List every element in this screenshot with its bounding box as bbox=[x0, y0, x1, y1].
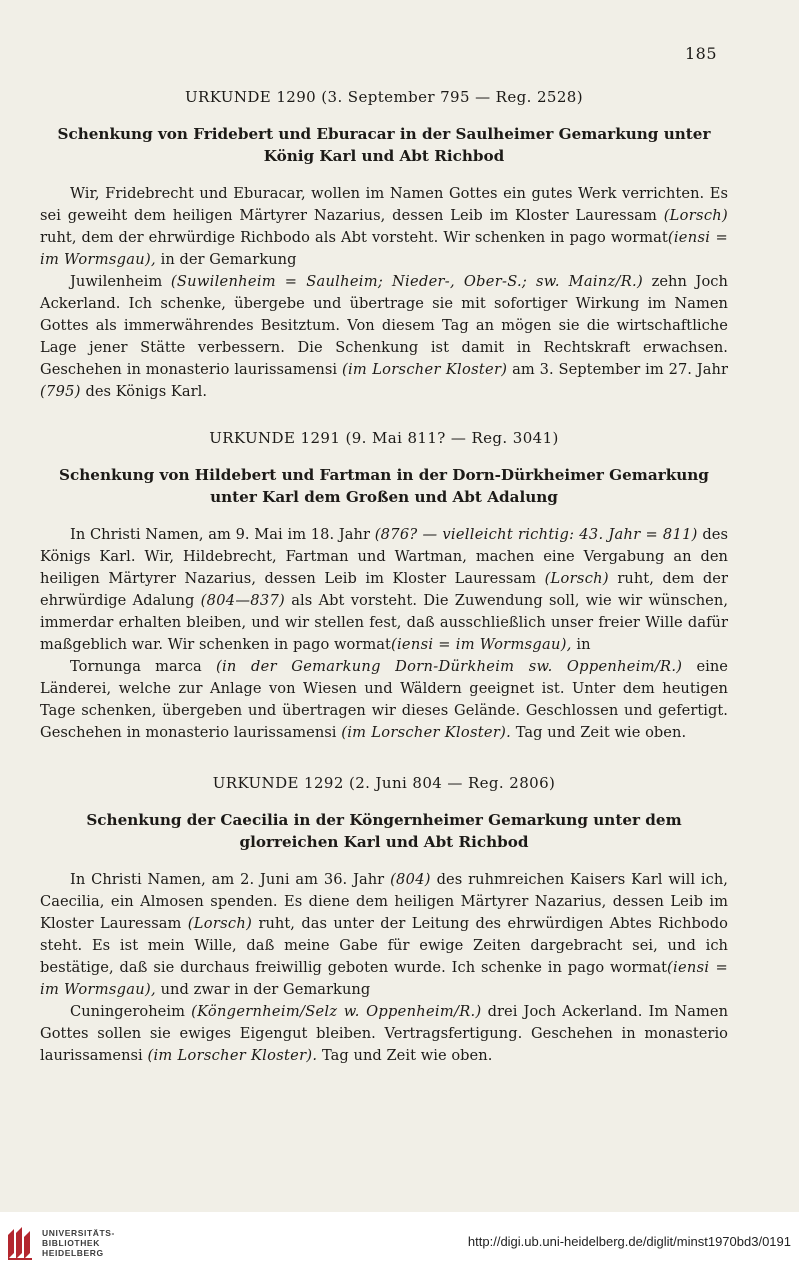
urkunde-1291 bbox=[40, 429, 728, 744]
document-title: Schenkung von Hildebert und Fartman in der Dorn-Dürkheimer Gemarkung unter Karl dem Großen und Abt Adalung bbox=[59, 466, 709, 506]
paragraph: Wir, Fridebrecht und Eburacar, wollen im Namen Gottes ein gutes Werk verrichten. Es sei geweiht dem heiligen Märtyrer Nazarius, dessen Leib im Kloster Lauressam (Lorsch) ruht, dem der ehrwürdige Richbodo als Abt vorsteht. Wir schenken in pago wormat(iensi = im Wormsgau), in der Gemarkung bbox=[40, 185, 729, 268]
urkunde-1290 bbox=[40, 88, 728, 403]
viewer-footer bbox=[0, 1212, 799, 1273]
paragraph: Cuningeroheim (Köngernheim/Selz w. Oppenheim/R.) drei Joch Ackerland. Im Namen Gottes sollen sie ewiges Eigengut bleiben. Vertragsfertigung. Geschehen in monasterio laurissamensi (im Lorscher Kloster). Tag und Zeit wie oben. bbox=[40, 1003, 729, 1064]
page-content bbox=[40, 88, 728, 1067]
library-logo-icon bbox=[6, 1225, 34, 1261]
paragraph: Tornunga marca (in der Gemarkung Dorn-Dürkheim sw. Oppenheim/R.) eine Länderei, welche zur Anlage von Wiesen und Wäldern geeignet ist. Unter dem heutigen Tage schenken, übergeben und übertragen wir dieses Gelände. Geschlossen und gefertigt. Geschehen in monasterio laurissamensi (im Lorscher Kloster). Tag und Zeit wie oben. bbox=[40, 658, 728, 741]
document-heading: URKUNDE 1292 (2. Juni 804 — Reg. 2806) bbox=[212, 774, 556, 792]
document-title: Schenkung von Fridebert und Eburacar in der Saulheimer Gemarkung unter König Karl und Abt Richbod bbox=[57, 125, 711, 165]
document-heading: URKUNDE 1291 (9. Mai 811? — Reg. 3041) bbox=[209, 429, 559, 447]
urkunde-1292 bbox=[40, 774, 728, 1067]
library-logo-text: UNIVERSITÄTS- BIBLIOTHEK HEIDELBERG bbox=[42, 1228, 115, 1258]
permalink[interactable]: http://digi.ub.uni-heidelberg.de/diglit/minst1970bd3/0191 bbox=[467, 1234, 791, 1249]
page-number: 185 bbox=[684, 44, 717, 63]
document-title: Schenkung der Caecilia in der Köngernheimer Gemarkung unter dem glorreichen Karl und Abt Richbod bbox=[86, 811, 682, 851]
paragraph: In Christi Namen, am 2. Juni am 36. Jahr (804) des ruhmreichen Kaisers Karl will ich, Caecilia, ein Almosen spenden. Es diene dem heiligen Märtyrer Nazarius, dessen Leib im Kloster Lauressam (Lorsch) ruht, das unter der Leitung des ehrwürdigen Abtes Richbodo steht. Es ist mein Wille, daß meine Gabe für ewige Zeiten dargebracht sei, und ich bestätige, daß sie durchaus freiwillig geboten wurde. Ich schenke in pago wormat(iensi = im Wormsgau), und zwar in der Gemarkung bbox=[40, 871, 728, 998]
paragraph: Juwilenheim (Suwilenheim = Saulheim; Nieder-, Ober-S.; sw. Mainz/R.) zehn Joch Ackerland. Ich schenke, übergebe und übertrage sie mit sofortiger Wirkung im Namen Gottes als immerwährendes Besitztum. Von diesem Tag an mögen sie die wirtschaftliche Lage jener Stätte verbessern. Die Schenkung ist damit in Rechtskraft erwachsen. Geschehen in monasterio laurissamensi (im Lorscher Kloster) am 3. September im 27. Jahr (795) des Königs Karl. bbox=[40, 273, 728, 400]
document-heading: URKUNDE 1290 (3. September 795 — Reg. 2528) bbox=[185, 88, 583, 106]
paragraph: In Christi Namen, am 9. Mai im 18. Jahr (876? — vielleicht richtig: 43. Jahr = 811) des Königs Karl. Wir, Hildebrecht, Fartman und Wartman, machen eine Vergabung an den heiligen Märtyrer Nazarius, dessen Leib im Kloster Lauressam (Lorsch) ruht, dem der ehrwürdige Adalung (804—837) als Abt vorsteht. Die Zuwendung soll, wie wir wünschen, immerdar erhalten bleiben, und wir stellen fest, daß ausschließlich unser freier Wille dafür maßgeblich war. Wir schenken in pago wormat(iensi = im Wormsgau), in bbox=[40, 526, 729, 653]
